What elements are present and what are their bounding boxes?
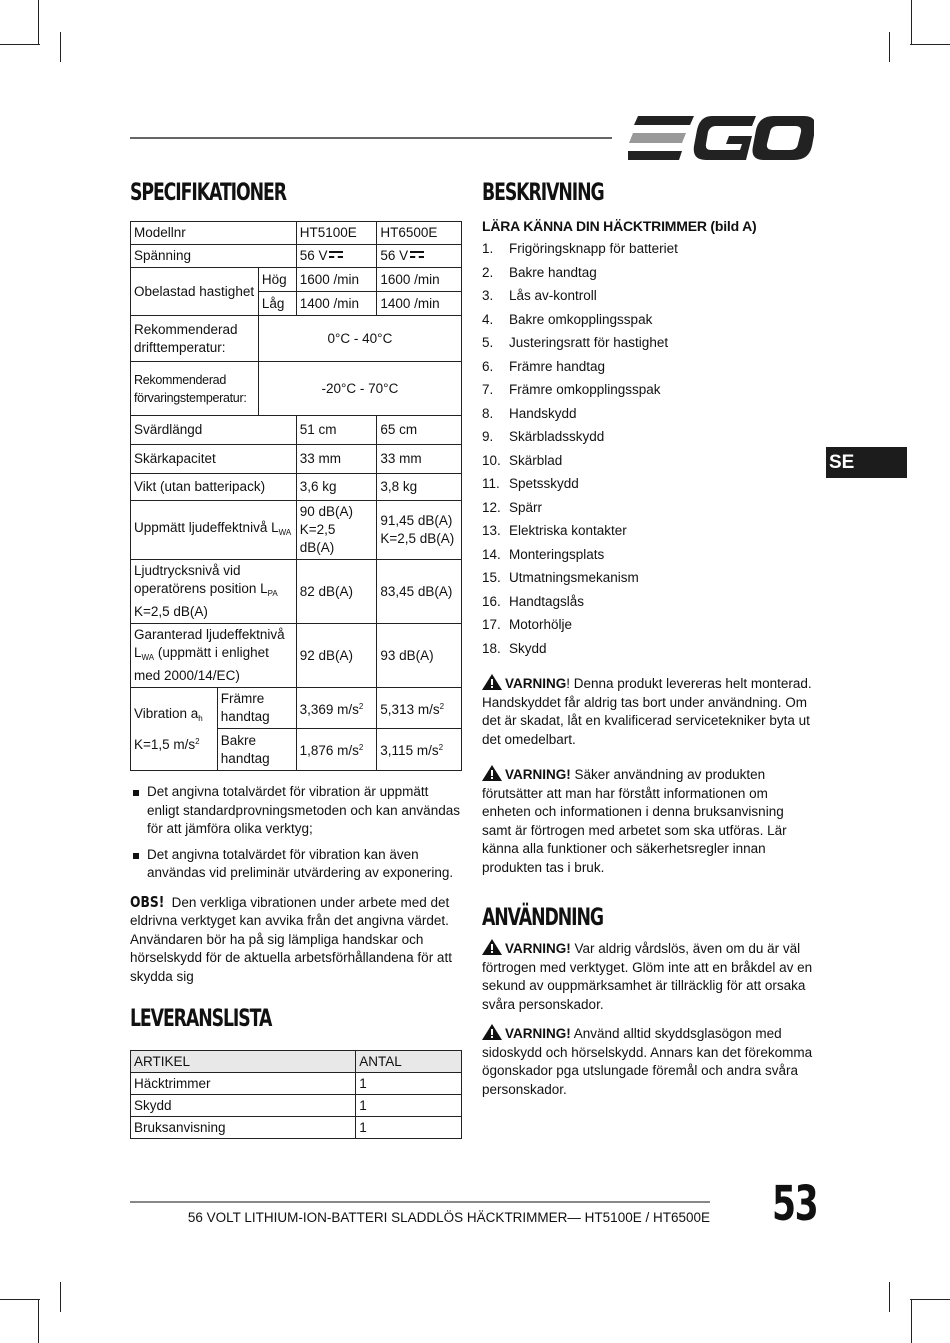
item-number: 10.	[482, 452, 501, 468]
item-text: Främre handtag	[509, 358, 606, 374]
warning-note	[482, 765, 816, 877]
operating-temp-value: 0°C - 40°C	[258, 316, 461, 362]
item-number: 2.	[482, 264, 494, 280]
high-label: Hög	[258, 268, 296, 292]
low-value: 1400 /min	[296, 292, 377, 316]
sound-pressure-sub: PA	[267, 589, 278, 598]
crop-mark-bottom-right	[910, 1299, 950, 1300]
list-item	[482, 261, 816, 285]
page-number: 53	[772, 1176, 818, 1232]
obs-note	[130, 893, 462, 987]
vibration-sub: h	[198, 713, 203, 723]
list-item	[482, 519, 816, 543]
usage-title: ANVÄNDNING	[482, 903, 603, 931]
table-row	[131, 222, 462, 245]
list-item	[482, 472, 816, 496]
item-number: 6.	[482, 358, 494, 374]
header-rule	[130, 137, 612, 139]
vibration-k: K=1,5 m/s	[134, 736, 196, 752]
item-text: Motorhölje	[509, 617, 573, 632]
model-value: HT5100E	[296, 222, 377, 245]
warning-triangle-icon	[482, 674, 502, 690]
list-item	[482, 425, 816, 449]
item-number: 8.	[482, 405, 494, 421]
list-item	[482, 543, 816, 567]
list-item	[482, 284, 816, 308]
item-text: Skärblad	[509, 452, 563, 468]
weight-value: 3,6 kg	[296, 474, 377, 501]
crop-mark-top-right	[911, 0, 912, 44]
item-text: Elektriska kontakter	[509, 523, 627, 538]
vibration-label: Vibration a	[134, 705, 199, 721]
table-row	[131, 316, 462, 362]
item-number: 7.	[482, 382, 494, 397]
table-row	[131, 245, 462, 268]
warning-text: Använd alltid skyddsglasögon med sidoskydd och hörselskydd. Annars kan det förekomma ögonskador pga utslungade föremål och andra svåra personskador.	[482, 1026, 813, 1097]
crop-mark-top-left	[38, 0, 39, 44]
exponent: 2	[438, 743, 444, 752]
exponent: 2	[358, 743, 364, 752]
cutting-capacity-value: 33 mm	[377, 445, 462, 474]
cutting-capacity-label: Skärkapacitet	[131, 445, 297, 474]
front-handle-value: 3,369 m/s	[299, 701, 359, 717]
item-text: Bakre handtag	[509, 264, 597, 280]
high-value: 1600 /min	[377, 268, 462, 292]
item-number: 14.	[482, 546, 501, 562]
column-header: ARTIKEL	[131, 1051, 356, 1073]
item-text: Handtagslås	[509, 593, 585, 609]
item-text: Frigöringsknapp för batteriet	[509, 241, 678, 256]
table-row	[131, 268, 462, 292]
column-header: ANTAL	[356, 1051, 462, 1073]
low-label: Låg	[258, 292, 296, 316]
item-number: 5.	[482, 335, 494, 350]
delivery-title: LEVERANSLISTA	[130, 1004, 272, 1032]
specifications-table	[130, 221, 462, 688]
footer-text: 56 VOLT LITHIUM-ION-BATTERI SLADDLÖS HÄCKTRIMMER— HT5100E / HT6500E	[187, 1210, 710, 1225]
sound-pressure-value: 83,45 dB(A)	[377, 560, 462, 624]
list-item	[482, 402, 816, 426]
crop-mark-bottom-left	[38, 1299, 39, 1343]
description-title: BESKRIVNING	[482, 178, 604, 206]
obs-label: OBS!	[130, 892, 165, 911]
list-item	[482, 331, 816, 355]
list-item: Det angivna totalvärdet för vibration kan även användas vid preliminär utvärdering av exponering.	[130, 846, 462, 883]
voltage-value: 56 V	[299, 248, 328, 263]
table-row	[131, 416, 462, 445]
warning-label: VARNING	[505, 676, 567, 691]
sound-pressure-label: Ljudtrycksnivå vid	[134, 563, 241, 578]
item-number: 1.	[482, 241, 494, 256]
delivery-table	[130, 1050, 462, 1139]
warning-triangle-icon	[482, 1024, 502, 1040]
vibration-table	[130, 687, 462, 771]
no-load-speed-label: Obelastad hastighet	[131, 268, 259, 316]
item-text: Handskydd	[509, 405, 577, 421]
dc-symbol-icon	[329, 251, 343, 259]
item-text: Främre omkopplingsspak	[509, 382, 661, 397]
warning-triangle-icon	[482, 939, 502, 955]
rear-handle-value: 1,876 m/s	[299, 743, 359, 758]
list-item	[482, 566, 816, 590]
delivery-item: Bruksanvisning	[131, 1117, 356, 1139]
front-handle-value: 5,313 m/s	[380, 701, 440, 717]
item-number: 3.	[482, 288, 494, 303]
list-item	[482, 637, 816, 661]
operating-temp-label: Rekommenderad drifttemperatur:	[131, 316, 259, 362]
guaranteed-label: L	[134, 645, 142, 660]
crop-mark-bottom-left	[0, 1299, 40, 1300]
item-text: Utmatningsmekanism	[509, 570, 639, 585]
list-item	[482, 308, 816, 332]
guaranteed-label: med 2000/14/EC)	[134, 668, 240, 683]
guaranteed-value: 92 dB(A)	[296, 624, 377, 688]
warning-text: Var aldrig vårdslös, även om du är väl förtrogen med verktyget. Glöm inte att en bråkdel av en sekund av ouppmärksamhet är tillräcklig för att orsaka svåra personskador.	[482, 941, 813, 1012]
crop-mark-top-left	[60, 32, 61, 62]
model-label: Modellnr	[131, 222, 297, 245]
table-row	[131, 624, 462, 688]
specifications-title: SPECIFIKATIONER	[130, 178, 286, 206]
warning-label: VARNING!	[505, 767, 571, 782]
footer-rule	[130, 1201, 710, 1203]
sound-power-k: K=2,5 dB(A)	[380, 531, 455, 546]
crop-mark-top-right	[889, 32, 890, 62]
list-item	[482, 355, 816, 379]
delivery-item: Häcktrimmer	[131, 1073, 356, 1095]
weight-label: Vikt (utan batteripack)	[131, 474, 297, 501]
sound-pressure-label: operatörens position L	[134, 581, 268, 596]
table-header-row	[131, 1051, 462, 1073]
item-text: Lås av-kontroll	[509, 288, 597, 303]
vibration-notes	[130, 783, 462, 883]
ego-logo	[628, 116, 814, 160]
list-item	[482, 590, 816, 614]
item-text: Monteringsplats	[509, 546, 605, 562]
crop-mark-top-right	[910, 44, 950, 45]
item-text: Bakre omkopplingsspak	[509, 311, 653, 327]
warning-triangle-icon	[482, 765, 502, 781]
sound-power-value: 90 dB(A)	[299, 504, 353, 519]
exponent: 2	[358, 701, 364, 711]
voltage-label: Spänning	[131, 245, 297, 268]
parts-list	[482, 237, 816, 660]
sound-pressure-k: K=2,5 dB(A)	[134, 604, 208, 619]
delivery-item: Skydd	[131, 1095, 356, 1117]
delivery-qty: 1	[356, 1117, 462, 1139]
delivery-qty: 1	[356, 1095, 462, 1117]
list-item: Det angivna totalvärdet för vibration är uppmätt enligt standardprovningsmetoden och kan användas för att jämföra olika verktyg;	[130, 783, 462, 839]
blade-length-value: 65 cm	[377, 416, 462, 445]
crop-mark-bottom-right	[911, 1299, 912, 1343]
guaranteed-label: Garanterad ljudeffektnivå	[134, 627, 285, 642]
item-number: 18.	[482, 640, 501, 656]
crop-mark-top-left	[0, 44, 40, 45]
front-handle-label: Främre handtag	[217, 688, 296, 729]
item-number: 16.	[482, 593, 501, 609]
item-number: 4.	[482, 311, 494, 327]
exponent: 2	[439, 701, 445, 711]
cutting-capacity-value: 33 mm	[296, 445, 377, 474]
item-text: Spärr	[509, 499, 543, 515]
rear-handle-label: Bakre handtag	[217, 729, 296, 771]
delivery-qty: 1	[356, 1073, 462, 1095]
warning-text: Säker användning av produkten förutsätter att man har förstått informationen om enheten och informationen i denna bruksanvisning samt är förtrogen med arbetet som ska utföras. Lär känna alla funktioner och säkerhetsregler innan produkten tas i bruk.	[482, 767, 787, 875]
item-number: 17.	[482, 617, 501, 632]
table-row	[131, 474, 462, 501]
warning-text: ! Denna produkt levereras helt monterad. Handskyddet får aldrig tas bort under användning. Om det är skadat, låt en kvalificerad servicetekniker byta ut det omedelbart.	[482, 676, 812, 747]
item-text: Skydd	[509, 640, 547, 656]
high-value: 1600 /min	[296, 268, 377, 292]
storage-temp-value: -20°C - 70°C	[258, 362, 461, 416]
item-number: 13.	[482, 523, 501, 538]
storage-temp-label: Rekommenderad förvaringstemperatur:	[131, 362, 259, 416]
model-value: HT6500E	[377, 222, 462, 245]
low-value: 1400 /min	[377, 292, 462, 316]
language-tab: SE	[826, 447, 907, 478]
list-item	[482, 237, 816, 261]
crop-mark-bottom-right	[889, 1282, 890, 1312]
sound-power-k: K=2,5 dB(A)	[299, 522, 336, 555]
warning-note	[482, 939, 816, 1014]
exponent: 2	[195, 736, 200, 746]
crop-mark-bottom-left	[60, 1282, 61, 1312]
table-row	[131, 1117, 462, 1139]
table-row	[131, 1073, 462, 1095]
blade-length-label: Svärdlängd	[131, 416, 297, 445]
sound-power-sub: WA	[278, 527, 292, 537]
sound-pressure-value: 82 dB(A)	[296, 560, 377, 624]
item-text: Skärbladsskydd	[509, 429, 605, 444]
guaranteed-value: 93 dB(A)	[377, 624, 462, 688]
table-row	[131, 1095, 462, 1117]
warning-label: VARNING!	[505, 941, 571, 956]
item-number: 9.	[482, 429, 494, 444]
table-row	[131, 688, 462, 729]
sound-power-value: 91,45 dB(A)	[380, 513, 453, 528]
warning-note	[482, 674, 816, 749]
table-row	[131, 560, 462, 624]
blade-length-value: 51 cm	[296, 416, 377, 445]
table-row	[131, 501, 462, 560]
list-item	[482, 378, 816, 402]
description-subtitle: LÄRA KÄNNA DIN HÄCKTRIMMER (bild A)	[482, 218, 757, 234]
list-item	[482, 496, 816, 520]
item-number: 11.	[482, 476, 500, 491]
rear-handle-value: 3,115 m/s	[380, 743, 439, 758]
guaranteed-sub: WA	[141, 653, 155, 662]
voltage-value: 56 V	[380, 248, 409, 263]
guaranteed-label: (uppmätt i enlighet	[154, 645, 269, 660]
table-row	[131, 362, 462, 416]
item-number: 12.	[482, 499, 501, 515]
table-row	[131, 445, 462, 474]
item-text: Justeringsratt för hastighet	[509, 335, 669, 350]
item-number: 15.	[482, 570, 501, 585]
warning-label: VARNING!	[505, 1026, 571, 1041]
dc-symbol-icon	[410, 251, 424, 259]
list-item	[482, 613, 816, 637]
sound-power-label: Uppmätt ljudeffektnivå L	[134, 519, 279, 535]
list-item	[482, 449, 816, 473]
item-text: Spetsskydd	[509, 476, 579, 491]
obs-text: Den verkliga vibrationen under arbete med det eldrivna verktyget kan avvika från det angivna värdet. Användaren bör ha på sig lämpliga handskar och hörselskydd för de aktuella arbetsförhållandena för att skydda sig	[130, 894, 452, 984]
warning-note	[482, 1024, 816, 1099]
weight-value: 3,8 kg	[377, 474, 462, 501]
